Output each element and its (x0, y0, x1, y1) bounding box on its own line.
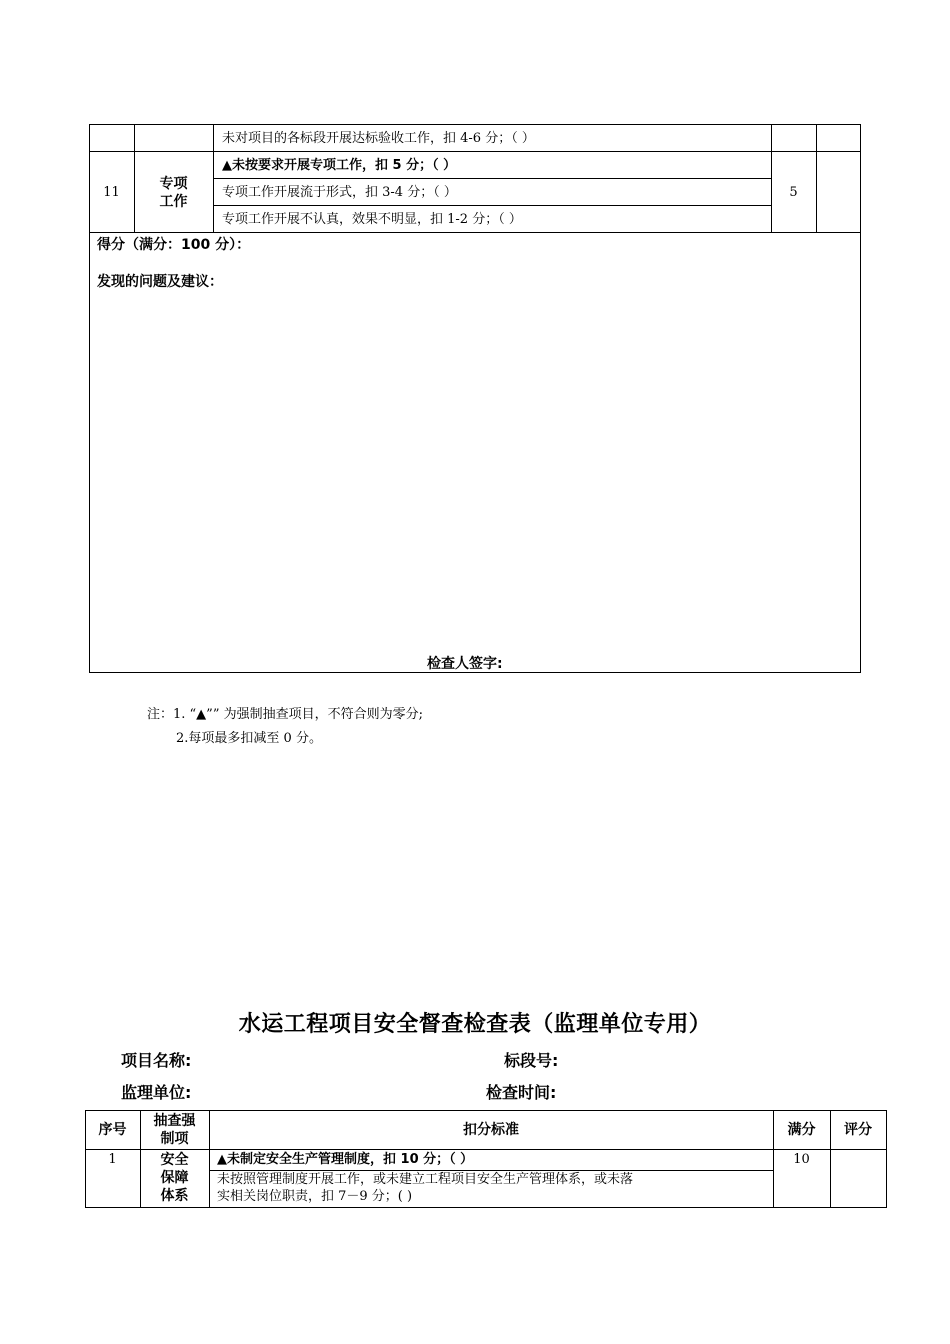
table-border-bottom (85, 1207, 886, 1208)
header-item-line: 抽查强 (153, 1113, 196, 1129)
row-number: 1 (108, 1152, 117, 1167)
criteria-item-mandatory: ▲未按要求开展专项工作，扣 5 分；（ ） (222, 158, 457, 173)
category-label (140, 1151, 209, 1205)
category-label (134, 175, 213, 211)
issues-label: 发现的问题及建议： (97, 274, 223, 290)
criteria-item-line: 实相关岗位职责，扣 7－9 分；( ) (217, 1189, 413, 1204)
project-name-label: 项目名称: (121, 1051, 192, 1070)
note-line: 注：1. “▲”” 为强制抽查项目，不符合则为零分; (147, 707, 423, 722)
header-criteria: 扣分标准 (463, 1122, 519, 1138)
header-full-score: 满分 (787, 1122, 816, 1138)
header-item (140, 1112, 209, 1148)
full-score: 10 (793, 1152, 810, 1167)
category-label-line: 专项 (159, 176, 188, 192)
table-border-right (886, 1110, 887, 1208)
criteria-item: 专项工作开展不认真，效果不明显，扣 1-2 分；（ ） (222, 212, 522, 227)
criteria-item-line: 未按照管理制度开展工作，或未建立工程项目安全生产管理体系，或未落 (217, 1172, 634, 1187)
full-score: 5 (789, 185, 798, 200)
table-border-right (860, 124, 861, 673)
supervisor-unit-label: 监理单位: (121, 1083, 192, 1102)
criteria-item: 专项工作开展流于形式，扣 3-4 分；（ ） (222, 185, 457, 200)
table-row-divider (210, 1170, 773, 1171)
table-row-divider (213, 205, 772, 206)
table-border-top (85, 1110, 886, 1111)
table-row-divider (89, 232, 861, 233)
table-border-left (89, 124, 90, 673)
category-label-line: 安全 (160, 1152, 189, 1168)
signature-label: 检查人签字: (427, 656, 503, 672)
category-label-line: 工作 (159, 194, 188, 210)
table-col-divider (771, 124, 772, 232)
header-seq: 序号 (98, 1122, 127, 1138)
section-number-label: 标段号: (504, 1051, 559, 1070)
table-header-divider (85, 1149, 886, 1150)
table-col-divider (213, 124, 214, 232)
form-title: 水运工程项目安全督查检查表（监理单位专用） (238, 1012, 712, 1037)
table-border-top (89, 124, 861, 125)
header-item-line: 制项 (160, 1131, 189, 1147)
criteria-item-mandatory: ▲未制定安全生产管理制度，扣 10 分；（ ） (217, 1152, 474, 1167)
category-label-line: 体系 (160, 1188, 189, 1204)
note-line: 2.每项最多扣减至 0 分。 (176, 731, 322, 746)
table-row-divider (213, 178, 772, 179)
table-col-divider (816, 124, 817, 232)
header-score: 评分 (844, 1122, 872, 1138)
table-row-divider (89, 151, 861, 152)
row-number: 11 (103, 185, 120, 200)
score-label: 得分（满分：100 分）： (97, 237, 251, 253)
criteria-item: 未对项目的各标段开展达标验收工作，扣 4-6 分；（ ） (222, 131, 535, 146)
check-time-label: 检查时间: (486, 1083, 557, 1102)
category-label-line: 保障 (160, 1170, 189, 1186)
table-border-bottom (89, 672, 861, 673)
